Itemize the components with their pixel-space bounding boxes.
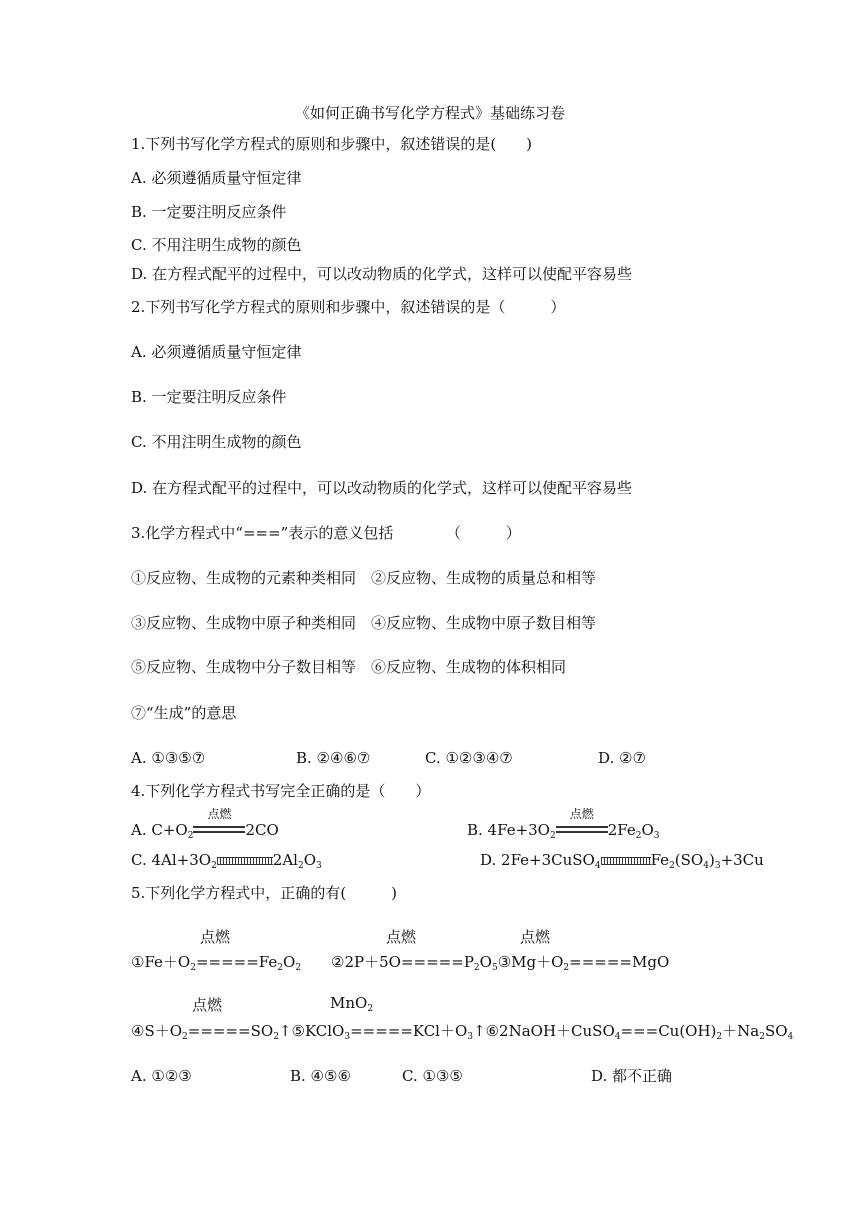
q1-option-c: C. 不用注明生成物的颜色 xyxy=(131,236,302,254)
page-title: 《如何正确书写化学方程式》基础练习卷 xyxy=(294,104,565,122)
q3-item-line-2: ③反应物、生成物中原子种类相同 ④反应物、生成物中原子数目相等 xyxy=(131,614,597,632)
q1-option-a: A. 必须遵循质量守恒定律 xyxy=(131,169,302,187)
q5-equations-line-1: $①Fe+O_2=====Fe_2O_2$ $②2P+5O=====P_2O_5③Mg+O_2=====MgO$ xyxy=(131,953,670,973)
q4-option-a: A. $C+O_2$ 点燃 2CO xyxy=(131,807,279,841)
q5-option-b: B. ④⑤⑥ xyxy=(290,1067,351,1085)
q3-item-line-1: ①反应物、生成物的元素种类相同 ②反应物、生成物的质量总和相等 xyxy=(131,569,597,587)
q5-cond-3: 点燃 xyxy=(520,928,551,946)
q2-option-c: C. 不用注明生成物的颜色 xyxy=(131,433,302,451)
q4-stem: 4.下列化学方程式书写完全正确的是（ ） xyxy=(131,782,431,800)
q3-option-b: B. ②④⑥⑦ xyxy=(296,749,371,767)
q5-cond-4: 点燃 xyxy=(192,996,223,1014)
equals-sign-icon xyxy=(601,857,651,865)
q3-item-line-4: ⑦“生成”的意思 xyxy=(131,704,237,722)
q4-a-reactants: A. C+O xyxy=(131,821,188,839)
reaction-condition: 点燃 xyxy=(193,820,245,840)
q3-item-line-3: ⑤反应物、生成物中分子数目相等 ⑥反应物、生成物的体积相同 xyxy=(131,658,567,676)
q5-option-a: A. ①②③ xyxy=(131,1067,192,1085)
q2-stem: 2.下列书写化学方程式的原则和步骤中，叙述错误的是（ ） xyxy=(131,298,566,316)
q2-option-a: A. 必须遵循质量守恒定律 xyxy=(131,343,302,361)
q5-cond-1: 点燃 xyxy=(200,928,231,946)
q5-stem: 5.下列化学方程式中，正确的有( ) xyxy=(131,884,398,902)
q3-option-d: D. ②⑦ xyxy=(598,749,646,767)
q4-option-b: B. $4Fe+3O_2$ 点燃 $2Fe_2O_3$ xyxy=(467,807,660,841)
q5-catalyst: MnO$_2$ xyxy=(330,994,374,1014)
q2-option-d: D. 在方程式配平的过程中，可以改动物质的化学式，这样可以使配平容易些 xyxy=(131,479,633,497)
reaction-condition: 点燃 xyxy=(556,820,608,840)
q5-cond-2: 点燃 xyxy=(386,928,417,946)
q5-option-d: D. 都不正确 xyxy=(591,1067,673,1085)
q4-option-d: D. 2Fe+3CuSO$_4$ $Fe_2(SO_4)_3+3Cu$ xyxy=(480,851,764,871)
q1-option-b: B. 一定要注明反应条件 xyxy=(131,203,287,221)
q3-option-c: C. ①②③④⑦ xyxy=(425,749,513,767)
q1-stem: 1.下列书写化学方程式的原则和步骤中，叙述错误的是( ) xyxy=(131,135,533,153)
q1-option-d: D. 在方程式配平的过程中，可以改动物质的化学式，这样可以使配平容易些 xyxy=(131,265,633,283)
q3-option-a: A. ①③⑤⑦ xyxy=(131,749,206,767)
q5-option-c: C. ①③⑤ xyxy=(402,1067,463,1085)
equals-sign-icon xyxy=(217,857,273,865)
q2-option-b: B. 一定要注明反应条件 xyxy=(131,388,287,406)
q3-stem: 3.化学方程式中“===”表示的意义包括 （ ） xyxy=(131,524,521,542)
q4-option-c: C. $4Al+3O_2$ $2Al_2O_3$ xyxy=(131,851,322,871)
q5-equations-line-2: $④S+O_2=====SO_2↑⑤KClO_3=====KCl+O_3↑⑥2NaOH+CuSO_4===Cu(OH)_2+Na_2SO_4$ xyxy=(131,1022,794,1042)
